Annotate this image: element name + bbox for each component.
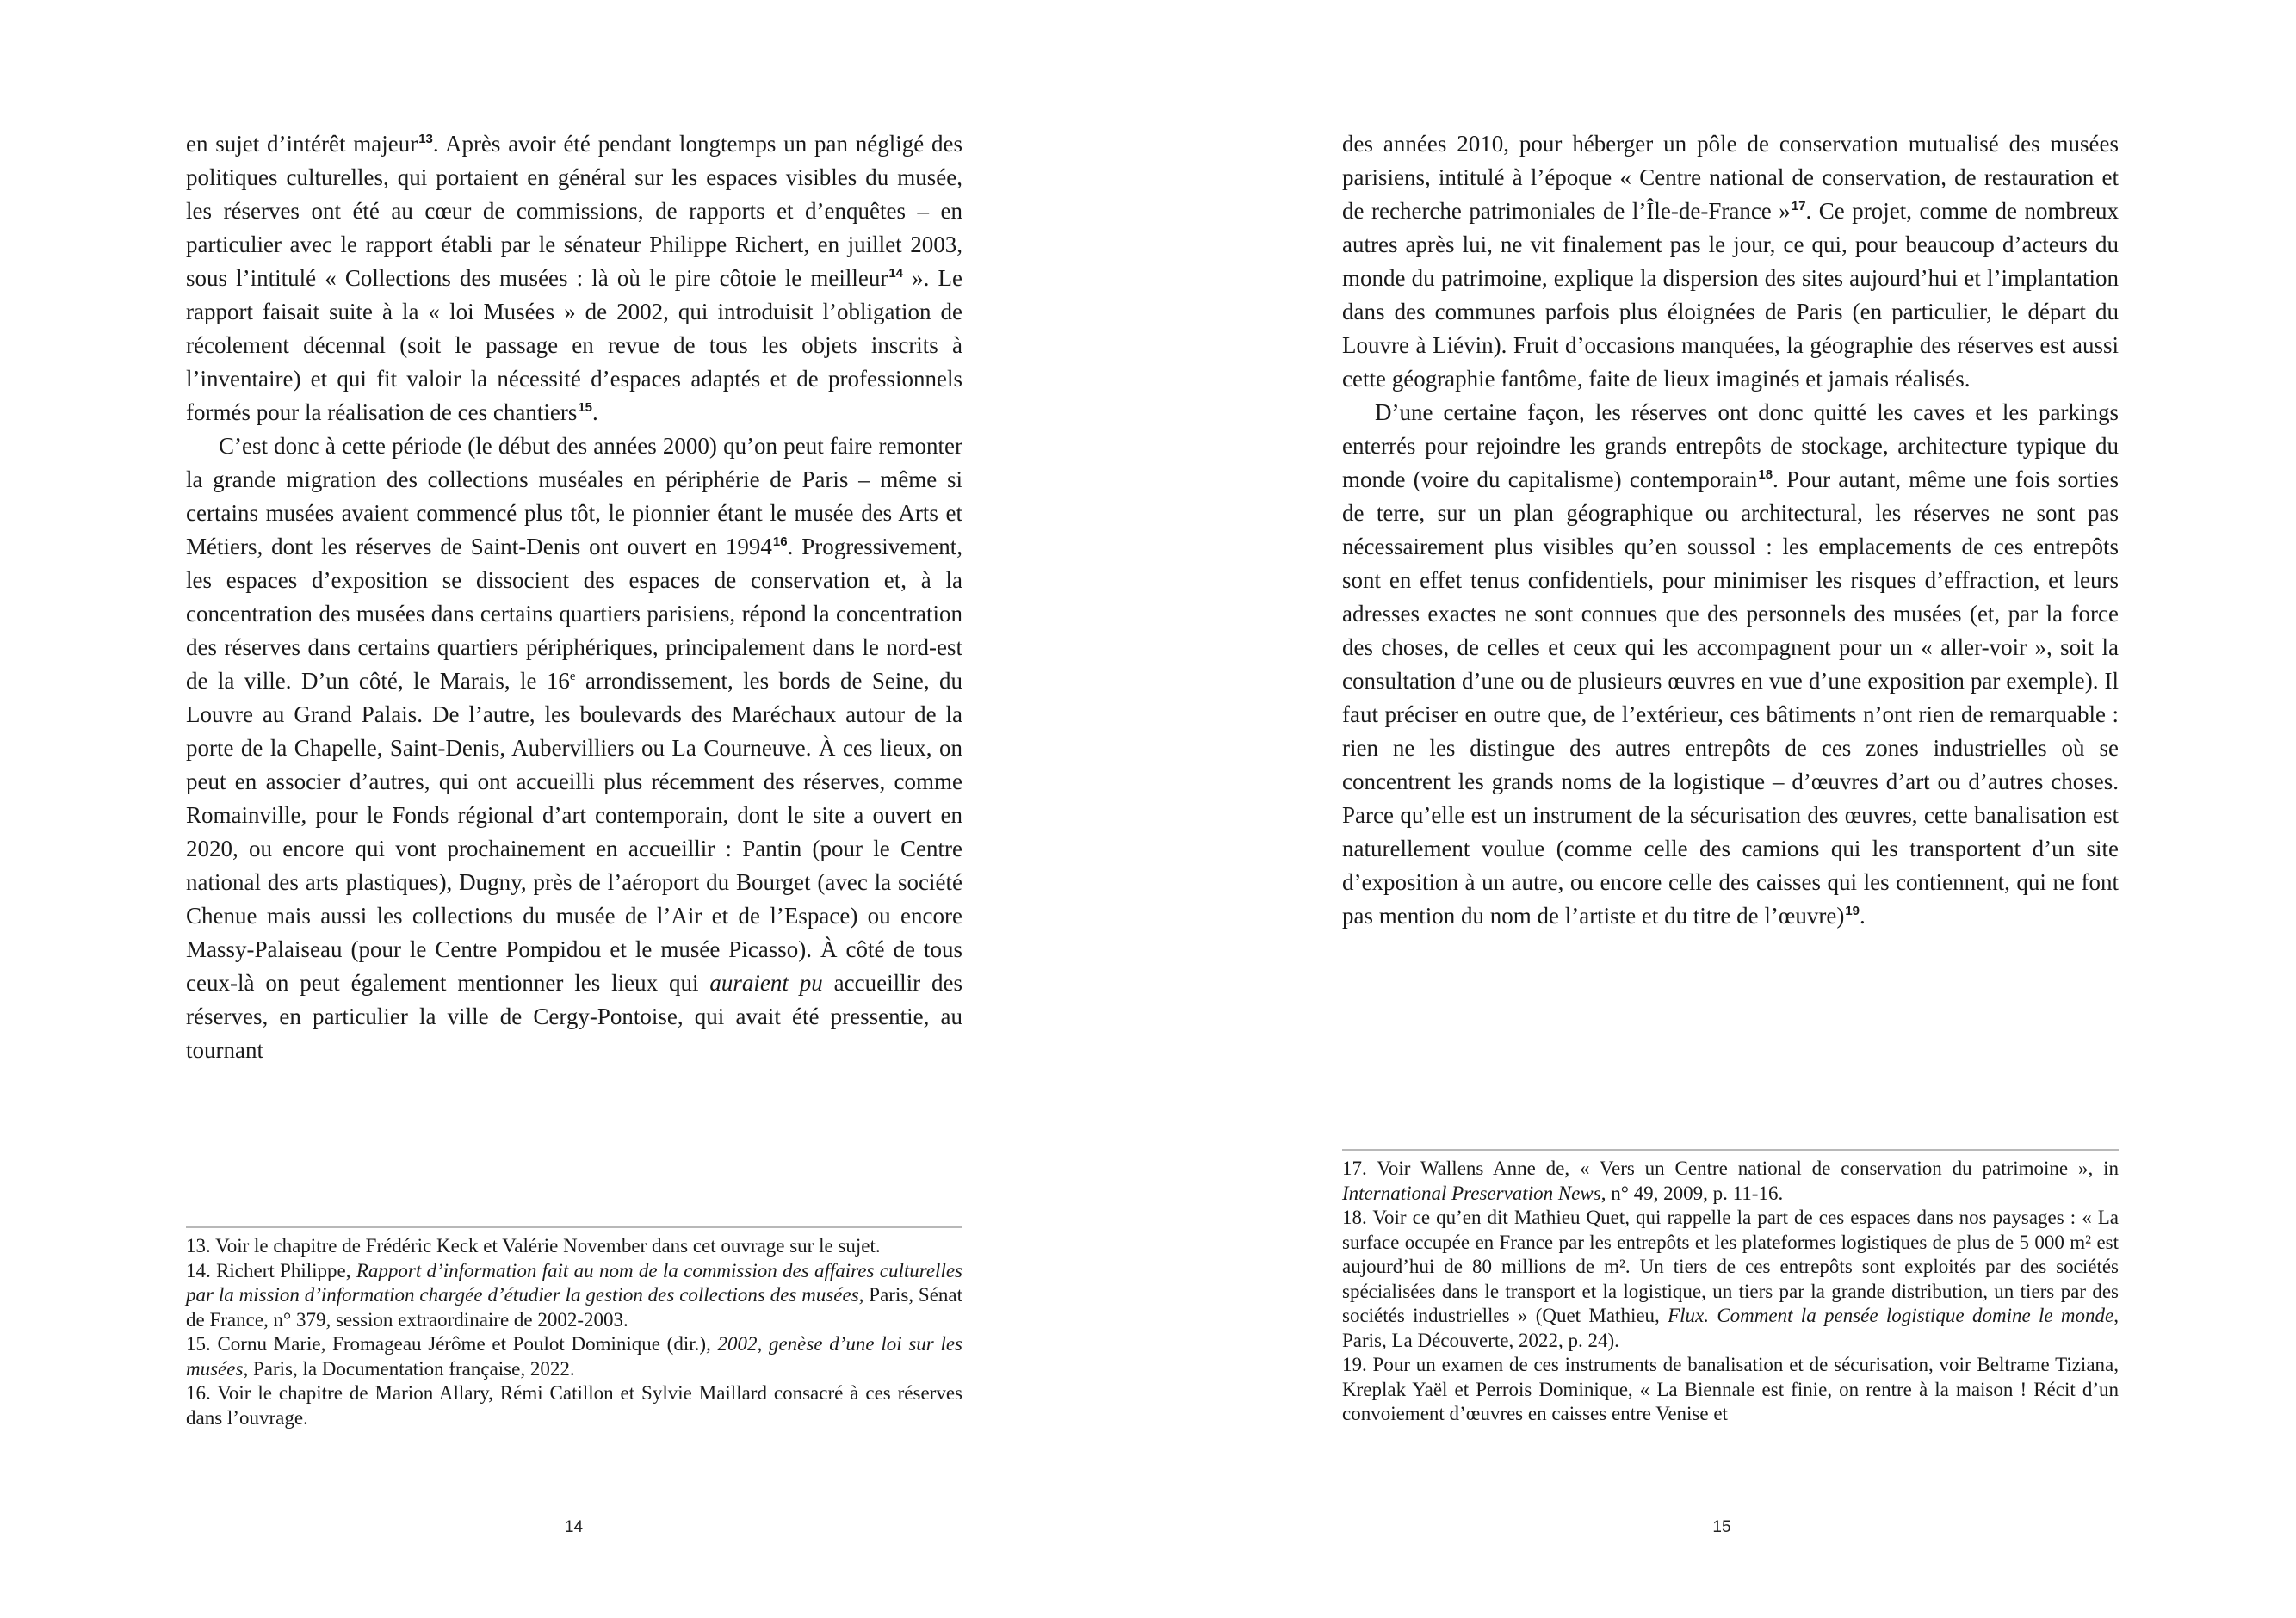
paragraph: en sujet d’intérêt majeur$^{13}$. Après avoir été pendant longtemps un pan négligé des politiques culturelles, qui portaient en général sur les espaces visibles du musée, les réserves ont été au cœur de commissions, de rapports et d’enquêtes – en particulier avec le rapport établi par le sénateur Philippe Richert, en juillet 2003, sous l’intitulé « Collections des musées : là où le pire côtoie le meilleur$^{14}$ ». Le rapport faisait suite à la « loi Musées » de 2002, qui introduisit l’obligation de récolement décennal (soit le passage en revue de tous les objets inscrits à l’inventaire) et qui fit valoir la nécessité d’espaces adaptés et de professionnels formés pour la réalisation de ces chantiers$^{15}$. <box>186 131 962 425</box>
page-number: 15 <box>1712 1518 1731 1536</box>
footnote-ref: 17 <box>1791 199 1806 213</box>
italic-text: International Preservation News <box>1342 1182 1601 1204</box>
body-text <box>186 127 962 1067</box>
footnote-ref: 19 <box>1845 904 1860 918</box>
footnote: 13. Voir le chapitre de Frédéric Keck et Valérie November dans cet ouvrage sur le sujet. <box>186 1235 881 1257</box>
body-text <box>1342 127 2119 933</box>
paragraph: C’est donc à cette période (le début des années 2000) qu’on peut faire remonter la grande migration des collections muséales en périphérie de Paris – même si certains musées avaient commencé plus tôt, le pionnier étant le musée des Arts et Métiers, dont les réserves de Saint-Denis ont ouvert en 1994$^{16}$. Progressivement, les espaces d’exposition se dissocient des espaces de conservation et, à la concentration des musées dans certains quartiers parisiens, répond la concentration des réserves dans certains quartiers périphériques, principalement dans le nord-est de la ville. D’un côté, le Marais, le 16e arrondissement, les bords de Seine, du Louvre au Grand Palais. De l’autre, les boulevards des Maréchaux autour de la porte de la Chapelle, Saint-Denis, Aubervilliers ou La Courneuve. À ces lieux, on peut en associer d’autres, qui ont accueilli plus récemment des réserves, comme Romainville, pour le Fonds régional d’art contemporain, dont le site a ouvert en 2020, ou encore qui vont prochainement en accueillir : Pantin (pour le Centre national des arts plastiques), Dugny, près de l’aéroport du Bourget (avec la société Chenue mais aussi les collections du musée de l’Air et de l’Espace) ou encore Massy-Palaiseau (pour le Centre Pompidou et le musée Picasso). À côté de tous ceux-là on peut également mentionner les lieux qui auraient pu accueillir des réserves, en particulier la ville de Cergy-Pontoise, qui avait été pressentie, au tournant <box>186 433 962 1063</box>
footnote-ref: 16 <box>772 534 788 549</box>
italic-text: 2002, genèse d’une loi sur les musées <box>186 1333 962 1380</box>
footnote-separator <box>186 1226 962 1228</box>
footnote-ref: 18 <box>1758 467 1773 482</box>
footnote-separator <box>1342 1149 2119 1151</box>
italic-text: Flux. Comment la pensée logistique domine le monde <box>1668 1305 2114 1326</box>
footnote-ref: 14 <box>888 266 904 281</box>
paragraph: des années 2010, pour héberger un pôle de conservation mutualisé des musées parisiens, intitulé à l’époque « Centre national de conservation, de restauration et de recherche patrimoniales de l’Île-de-France »$^{17}$. Ce projet, comme de nombreux autres après lui, ne vit finalement pas le jour, ce qui, pour beaucoup d’acteurs du monde du patrimoine, explique la dispersion des sites aujourd’hui et l’implantation dans des communes parfois plus éloignées de Paris (en particulier, le départ du Louvre à Liévin). Fruit d’occasions manquées, la géographie des réserves est aussi cette géographie fantôme, faite de lieux imaginés et jamais réalisés. <box>1342 131 2119 392</box>
ordinal-suffix: e <box>569 670 576 683</box>
paragraph: D’une certaine façon, les réserves ont donc quitté les caves et les parkings enterrés pour rejoindre les grands entrepôts de stockage, architecture typique du monde (voire du capitalisme) contemporain$^{18}$. Pour autant, même une fois sorties de terre, sur un plan géographique ou architectural, les réserves ne sont pas nécessairement plus visibles qu’en soussol : les emplacements de ces entrepôts sont en effet tenus confidentiels, pour minimiser les risques d’effraction, et leurs adresses exactes ne sont connues que des personnels des musées (et, par la force des choses, de celles et ceux qui les accompagnent pour un « aller-voir », soit la consultation d’une ou de plusieurs œuvres en vue d’une exposition par exemple). Il faut préciser en outre que, de l’extérieur, ces bâtiments n’ont rien de remarquable : rien ne les distingue des autres entrepôts de ces zones industrielles où se concentrent les grands noms de la logistique – d’œuvres d’art ou d’autres choses. Parce qu’elle est un instrument de la sécurisation des œuvres, cette banalisation est naturellement voulue (comme celle des camions qui les transportent d’un site d’exposition à un autre, ou encore celle des caisses qui les contiennent, qui ne font pas mention du nom de l’artiste et du titre de l’œuvre)$^{19}$. <box>1342 399 2119 929</box>
page-number: 14 <box>564 1518 584 1536</box>
footnote: 14. Richert Philippe, Rapport d’information fait au nom de la commission des affaires culturelles par la mission d’information chargée d’étudier la gestion des collections des musées, Paris, Sénat de France, n° 379, session extraordinaire de 2002-2003. <box>186 1259 962 1331</box>
right-page <box>1148 0 2296 1618</box>
footnotes <box>186 1234 962 1430</box>
footnote: 17. Voir Wallens Anne de, « Vers un Centre national de conservation du patrimoine », in International Preservation News, n° 49, 2009, p. 11-16. <box>1342 1158 2119 1204</box>
footnote: 16. Voir le chapitre de Marion Allary, Rémi Catillon et Sylvie Maillard consacré à ces réserves dans l’ouvrage. <box>186 1382 962 1429</box>
italic-text: Rapport d’information fait au nom de la commission des affaires culturelles par la mission d’information chargée d’étudier la gestion des collections des musées <box>186 1259 962 1306</box>
footnote: 18. Voir ce qu’en dit Mathieu Quet, qui rappelle la part de ces espaces dans nos paysages : « La surface occupée en France par les entrepôts et les plateformes logistiques de plus de 5 000 m² est aujourd’hui de 80 millions de m². Un tiers de ces entrepôts sont exploités par des sociétés spécialisées dans le transport et la logistique, un tiers par la grande distribution, un tiers par des sociétés industrielles » (Quet Mathieu, Flux. Comment la pensée logistique domine le monde, Paris, La Découverte, 2022, p. 24). <box>1342 1207 2119 1351</box>
footnote-ref: 15 <box>578 400 593 415</box>
footnotes <box>1342 1157 2119 1427</box>
footnote-ref: 13 <box>418 132 433 146</box>
footnote: 15. Cornu Marie, Fromageau Jérôme et Poulot Dominique (dir.), 2002, genèse d’une loi sur les musées, Paris, la Documentation française, 2022. <box>186 1333 962 1380</box>
footnote: 19. Pour un examen de ces instruments de banalisation et de sécurisation, voir Beltrame Tiziana, Kreplak Yaël et Perrois Dominique, « La Biennale est finie, on rentre à la maison ! Récit d’un convoiement d’œuvres en caisses entre Venise et <box>1342 1354 2119 1424</box>
italic-text: auraient pu <box>709 970 823 996</box>
